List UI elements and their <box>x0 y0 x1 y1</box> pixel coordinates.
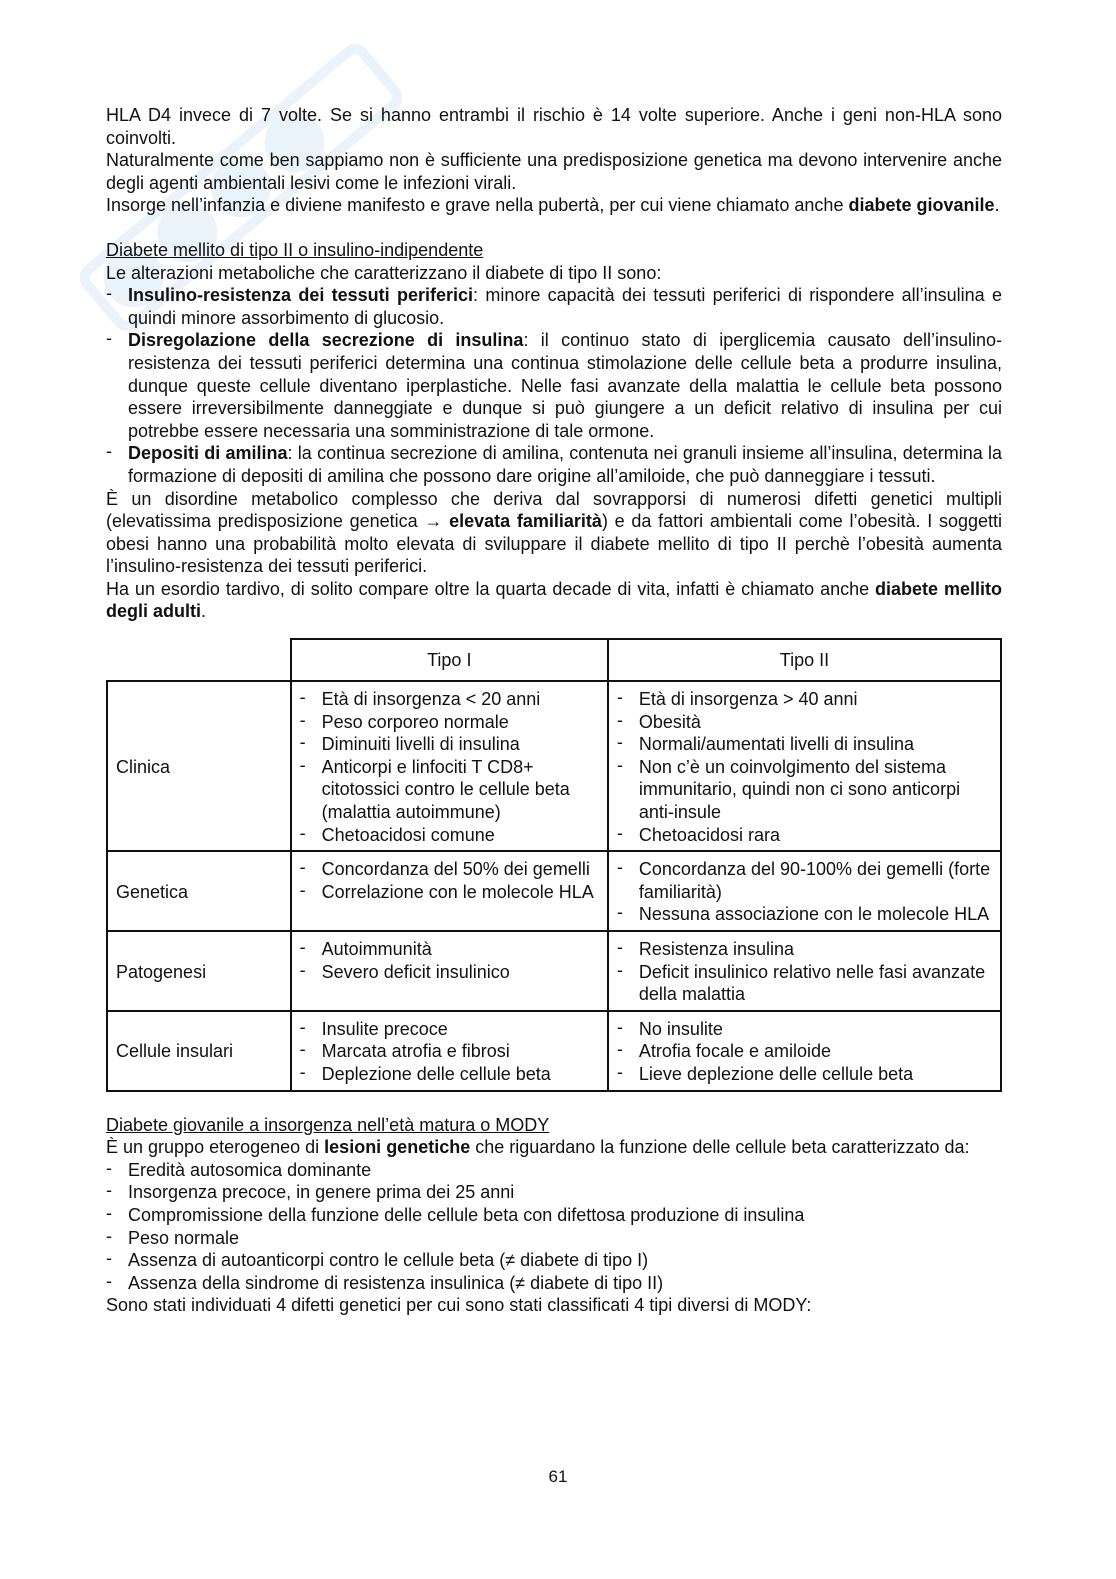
list-item: - Resistenza insulina <box>617 938 992 961</box>
list-item: - Peso corporeo normale <box>300 711 599 734</box>
page-number: 61 <box>548 1467 568 1486</box>
list-item: - Correlazione con le molecole HLA <box>300 881 599 904</box>
list-item: - Età di insorgenza < 20 anni <box>300 688 599 711</box>
list-item: - Nessuna associazione con le molecole HLA <box>617 903 992 926</box>
table-row <box>107 931 1001 1011</box>
list-item: - Concordanza del 90-100% dei gemelli (forte familiarità) <box>617 858 992 903</box>
list-item: - Disregolazione della secrezione di insulina: il continuo stato di iperglicemia causato dell’insulino-resistenza dei tessuti periferici determina una continua stimolazione delle cellule beta a produrre insulina, dunque queste cellule diventano iperplastiche. Nelle fasi avanzate della malattia le cellule beta possono essere irreversibilmente danneggiate e dunque si può giungere a un deficit relativo di insulina per cui potrebbe essere necessaria una somministrazione di tale ormone. <box>106 329 1002 442</box>
list-item: - Atrofia focale e amiloide <box>617 1040 992 1063</box>
list-item: - Insulino-resistenza dei tessuti periferici: minore capacità dei tessuti periferici di rispondere all’insulina e quindi minore assorbimento di glucosio. <box>106 284 1002 329</box>
mody-lead: È un gruppo eterogeneo di lesioni genetiche che riguardano la funzione delle cellule beta caratterizzato da: <box>106 1137 970 1158</box>
list-item: - No insulite <box>617 1018 992 1041</box>
list-item: - Lieve deplezione delle cellule beta <box>617 1063 992 1086</box>
row-label: Cellule insulari <box>107 1011 291 1091</box>
table-row <box>107 681 1001 851</box>
list-item: - Obesità <box>617 711 992 734</box>
intro-paragraph-2: Naturalmente come ben sappiamo non è sufficiente una predisposizione genetica ma devono intervenire anche degli agenti ambientali lesivi come le infezioni virali. <box>106 150 1002 193</box>
list-item: - Assenza della sindrome di resistenza insulinica (≠ diabete di tipo II) <box>106 1272 1002 1295</box>
list-item: - Assenza di autoanticorpi contro le cellule beta (≠ diabete di tipo I) <box>106 1249 1002 1272</box>
intro-paragraph-1: HLA D4 invece di 7 volte. Se si hanno entrambi il rischio è 14 volte superiore. Anche i geni non-HLA sono coinvolti. <box>106 105 1002 148</box>
list-item: - Marcata atrofia e fibrosi <box>300 1040 599 1063</box>
comparison-table <box>106 638 1002 1092</box>
list-item: - Normali/aumentati livelli di insulina <box>617 733 992 756</box>
list-item: - Autoimmunità <box>300 938 599 961</box>
row-label: Clinica <box>107 681 291 851</box>
list-item: - Anticorpi e linfociti T CD8+ citotossici contro le cellule beta (malattia autoimmune) <box>300 756 599 824</box>
row-label: Genetica <box>107 851 291 931</box>
type2-paragraph-4: È un disordine metabolico complesso che deriva dal sovrapporsi di numerosi difetti genetici multipli (elevatissima predisposizione genetica → elevata familiarità) e da fattori ambientali come l’obesità. I soggetti obesi hanno una probabilità molto elevata di sviluppare il diabete mellito di tipo II perchè l’obesità aumenta l’insulino-resistenza dei tessuti periferici. <box>106 488 1003 577</box>
header-tipo-1: Tipo I <box>291 639 608 681</box>
mody-list <box>106 1159 1002 1295</box>
list-item: - Depositi di amilina: la continua secrezione di amilina, contenuta nei granuli insieme all’insulina, determina la formazione di depositi di amilina che possono dare origine all’amiloide, che può danneggiare i tessuti. <box>106 442 1002 487</box>
list-item: - Compromissione della funzione delle cellule beta con difettosa produzione di insulina <box>106 1204 1002 1227</box>
table-header-row <box>107 639 1001 681</box>
list-item: - Severo deficit insulinico <box>300 961 599 984</box>
list-item: - Chetoacidosi rara <box>617 824 992 847</box>
mody-closing: Sono stati individuati 4 difetti genetici per cui sono stati classificati 4 tipi diversi di MODY: <box>106 1295 812 1316</box>
list-item: - Concordanza del 50% dei gemelli <box>300 858 599 881</box>
type2-paragraph-5: Ha un esordio tardivo, di solito compare oltre la quarta decade di vita, infatti è chiamato anche diabete mellito degli adulti. <box>106 578 1002 622</box>
table-row <box>107 851 1001 931</box>
list-item: - Deplezione delle cellule beta <box>300 1063 599 1086</box>
section-title-type2: Diabete mellito di tipo II o insulino-indipendente <box>106 239 484 260</box>
term-diabete-giovanile: diabete giovanile <box>848 195 995 216</box>
section-title-mody: Diabete giovanile a insorgenza nell’età matura o MODY <box>106 1114 550 1135</box>
list-item: - Insorgenza precoce, in genere prima dei 25 anni <box>106 1181 1002 1204</box>
list-item: - Chetoacidosi comune <box>300 824 599 847</box>
list-item: - Eredità autosomica dominante <box>106 1159 1002 1182</box>
row-label: Patogenesi <box>107 931 291 1011</box>
list-item: - Peso normale <box>106 1227 1002 1250</box>
type2-lead: Le alterazioni metaboliche che caratterizzano il diabete di tipo II sono: <box>106 262 662 283</box>
header-tipo-2: Tipo II <box>608 639 1001 681</box>
type2-list <box>106 284 1002 487</box>
list-item: - Diminuiti livelli di insulina <box>300 733 599 756</box>
list-item: - Deficit insulinico relativo nelle fasi avanzate della malattia <box>617 961 992 1006</box>
list-item: - Età di insorgenza > 40 anni <box>617 688 992 711</box>
table-row <box>107 1011 1001 1091</box>
list-item: - Non c’è un coinvolgimento del sistema immunitario, quindi non ci sono anticorpi anti-insule <box>617 756 992 824</box>
intro-paragraph-3: Insorge nell’infanzia e diviene manifesto e grave nella pubertà, per cui viene chiamato anche diabete giovanile. <box>106 195 1000 216</box>
list-item: - Insulite precoce <box>300 1018 599 1041</box>
document-page <box>106 104 1002 1317</box>
